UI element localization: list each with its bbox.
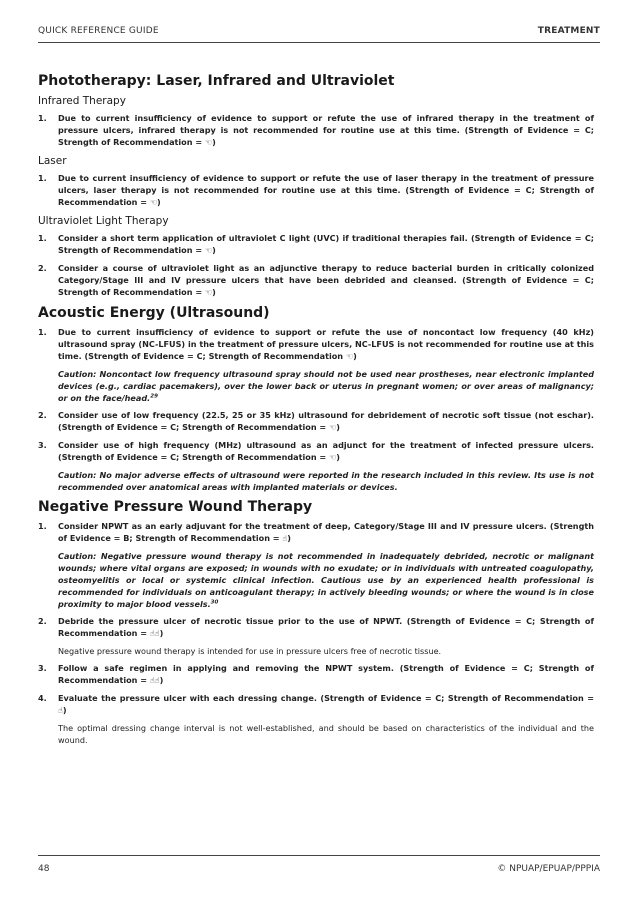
item-number: 1. bbox=[38, 113, 47, 123]
item-text: Follow a safe regimen in applying and removing the NPWT system. (Strength of Evidence = C; Strength of Recommendation = ☝☝) bbox=[58, 663, 594, 685]
item-number: 3. bbox=[38, 440, 47, 450]
item-number: 1. bbox=[38, 233, 47, 243]
item-number: 1. bbox=[38, 173, 47, 183]
recommendation-item bbox=[38, 662, 594, 687]
item-text: Due to current insufficiency of evidence to support or refute the use of noncontact low frequency (40 kHz) ultrasound spray (NC-LFUS) in the treatment of pressure ulcers, NC-LFUS is not recommended for routine use at this time. (Strength of Evidence = C; Strength of Recommendation ☜) bbox=[58, 327, 594, 361]
item-text: Debride the pressure ulcer of necrotic tissue prior to the use of NPWT. (Strength of Evidence = C; Strength of Recommendation = ☝☝) bbox=[58, 616, 594, 638]
explanatory-note: The optimal dressing change interval is not well-established, and should be based on characteristics of the individual and the wound. bbox=[58, 723, 594, 745]
item-text: Consider a course of ultraviolet light as an adjunctive therapy to reduce bacterial burden in critically colonized Category/Stage III and IV pressure ulcers that have been debrided and cleansed. (Strength of Evidence = C; Strength of Recommendation = ☜) bbox=[58, 263, 594, 297]
copyright: © NPUAP/EPUAP/PPPIA bbox=[497, 864, 600, 874]
header-divider bbox=[38, 42, 600, 43]
thumb-down-icon: ☜ bbox=[329, 423, 337, 432]
caution-note: Caution: Negative pressure wound therapy is not recommended in inadequately debrided, necrotic or malignant wounds; where vital organs are exposed; in wounds with no exudate; or in individuals with untreated coagulopathy, osteomyelitis or local or systemic clinical infection. Cautious use by an experienced health professional is recommended for individuals on anticoagulant therapy; in actively bleeding wounds; or where the wound is in close proximity to major blood vessels.$^{30}$ bbox=[58, 551, 594, 609]
section-title-acoustic: Acoustic Energy (Ultrasound) bbox=[38, 305, 270, 321]
recommendation-item bbox=[38, 326, 594, 363]
thumb-down-icon: ☜ bbox=[204, 288, 213, 297]
item-text: Evaluate the pressure ulcer with each dressing change. (Strength of Evidence = C; Strength of Recommendation = ☝) bbox=[58, 693, 594, 715]
running-header bbox=[38, 26, 600, 40]
recommendation-item bbox=[38, 409, 594, 434]
page-body bbox=[38, 72, 594, 751]
recommendation-item bbox=[38, 172, 594, 209]
caution-note: Caution: No major adverse effects of ultrasound were reported in the research included in this review. Its use is not recommended over anatomical areas with implanted materials or devices. bbox=[58, 470, 594, 492]
thumb-up-icon: ☝ bbox=[58, 706, 63, 715]
item-text: Consider a short term application of ultraviolet C light (UVC) if traditional therapies fail. (Strength of Evidence = C; Strength of Recommendation = ☜) bbox=[58, 233, 594, 255]
section-title-npwt: Negative Pressure Wound Therapy bbox=[38, 499, 313, 515]
subheading-laser: Laser bbox=[38, 155, 67, 167]
thumb-up-icon: ☝ bbox=[282, 534, 288, 543]
thumb-down-icon: ☜ bbox=[204, 246, 213, 255]
item-text: Due to current insufficiency of evidence to support or refute the use of infrared therapy in the treatment of pressure ulcers, infrared therapy is not recommended for routine use at this time. (Strength of Evidence = C; Strength of Recommendation = ☜) bbox=[58, 113, 594, 147]
item-text: Consider use of high frequency (MHz) ultrasound as an adjunct for the treatment of infected pressure ulcers. (Strength of Evidence = C; Strength of Recommendation = ☜) bbox=[58, 440, 594, 462]
recommendation-item bbox=[38, 232, 594, 257]
page-number: 48 bbox=[38, 864, 50, 874]
thumb-down-icon: ☜ bbox=[329, 453, 337, 462]
thumb-down-icon: ☜ bbox=[345, 352, 354, 361]
page-footer bbox=[38, 864, 600, 874]
header-guide-title: QUICK REFERENCE GUIDE bbox=[38, 26, 159, 36]
recommendation-item bbox=[38, 692, 594, 717]
recommendation-item bbox=[38, 520, 594, 545]
item-number: 3. bbox=[38, 663, 47, 673]
item-text: Consider use of low frequency (22.5, 25 or 35 kHz) ultrasound for debridement of necrotic soft tissue (not eschar). (Strength of Evidence = C; Strength of Recommendation = ☜) bbox=[58, 410, 594, 432]
section-title-phototherapy: Phototherapy: Laser, Infrared and Ultraviolet bbox=[38, 73, 395, 89]
recommendation-item bbox=[38, 262, 594, 299]
subheading-ultraviolet: Ultraviolet Light Therapy bbox=[38, 215, 169, 227]
item-text: Due to current insufficiency of evidence to support or refute the use of laser therapy in the treatment of pressure ulcers, laser therapy is not recommended for routine use at this time. (Strength of Evidence = C; Strength of Recommendation = ☜) bbox=[58, 173, 594, 207]
item-number: 1. bbox=[38, 327, 47, 337]
footnote-ref: 30 bbox=[210, 599, 219, 606]
item-number: 1. bbox=[38, 521, 47, 531]
double-thumb-up-icon: ☝☝ bbox=[149, 629, 160, 638]
item-text: Consider NPWT as an early adjuvant for the treatment of deep, Category/Stage III and IV pressure ulcers. (Strength of Evidence = B; Strength of Recommendation = ☝) bbox=[58, 521, 594, 543]
item-number: 4. bbox=[38, 693, 47, 703]
footer-divider bbox=[38, 855, 600, 856]
subheading-infrared: Infrared Therapy bbox=[38, 95, 126, 107]
thumb-down-icon: ☜ bbox=[149, 198, 158, 207]
header-section: TREATMENT bbox=[537, 26, 600, 36]
recommendation-item bbox=[38, 112, 594, 149]
explanatory-note: Negative pressure wound therapy is intended for use in pressure ulcers free of necrotic tissue. bbox=[58, 646, 442, 656]
recommendation-item bbox=[38, 615, 594, 640]
item-number: 2. bbox=[38, 410, 47, 420]
item-number: 2. bbox=[38, 616, 47, 626]
item-number: 2. bbox=[38, 263, 47, 273]
caution-note: Caution: Noncontact low frequency ultrasound spray should not be used near prostheses, near electronic implanted devices (e.g., cardiac pacemakers), over the lower back or uterus in pregnant women; or over areas of malignancy; or on the face/head.$^{29}$ bbox=[58, 369, 594, 403]
footnote-ref: 29 bbox=[150, 393, 158, 400]
double-thumb-up-icon: ☝☝ bbox=[149, 676, 160, 685]
thumb-down-icon: ☜ bbox=[204, 138, 213, 147]
recommendation-item bbox=[38, 439, 594, 464]
